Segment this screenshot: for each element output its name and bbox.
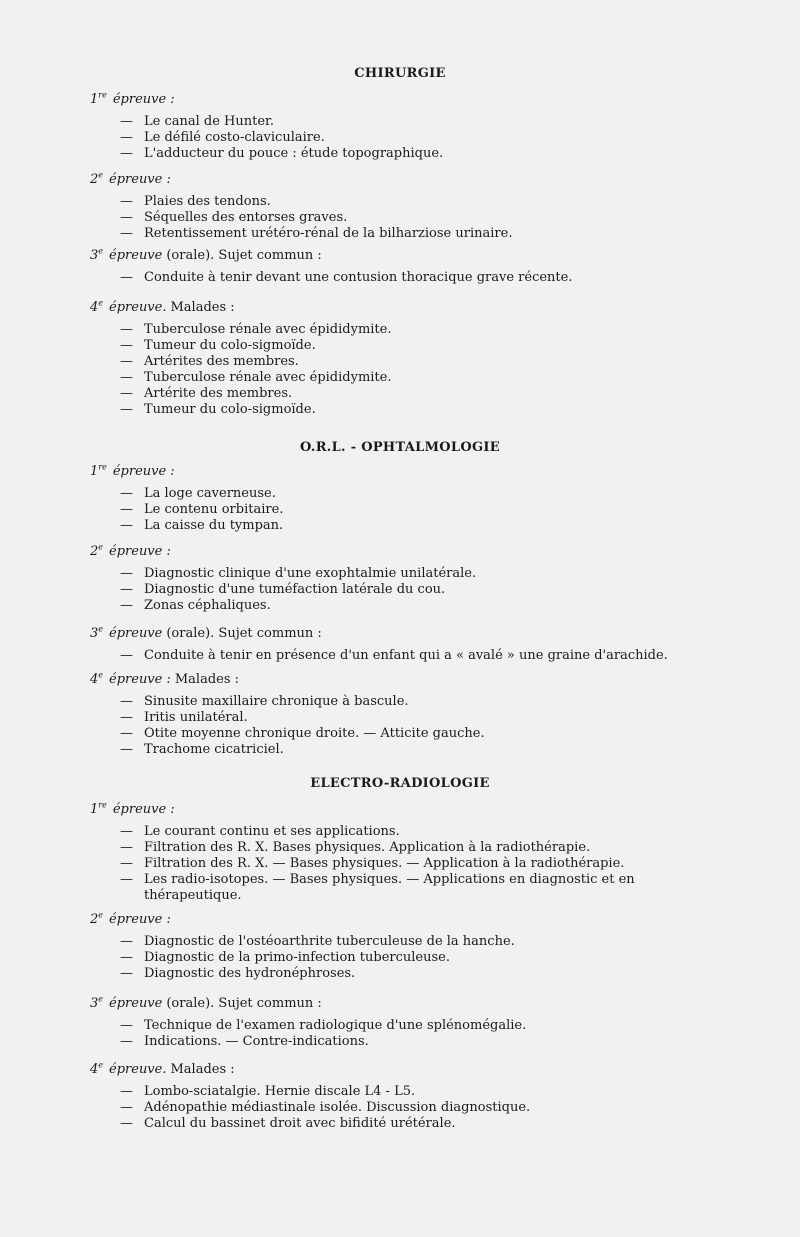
item-dash: —	[120, 694, 133, 709]
item-text: Filtration des R. X. Bases physiques. Application à la radiothérapie.	[144, 840, 591, 855]
item-text: Otite moyenne chronique droite. — Atticite gauche.	[144, 726, 485, 741]
list-item	[120, 226, 730, 242]
list-item	[120, 824, 730, 840]
list-item	[120, 648, 730, 664]
epreuve-number-digit: 4	[90, 1062, 99, 1078]
list-item	[120, 486, 730, 502]
item-dash: —	[120, 742, 133, 757]
epreuve-heading	[90, 1058, 235, 1078]
list-item	[120, 694, 730, 710]
epreuve-extra: Malades :	[170, 1062, 235, 1078]
list-item	[120, 146, 730, 162]
epreuve-number-suffix: e	[98, 671, 104, 680]
item-text: Indications. — Contre-indications.	[144, 1034, 369, 1049]
epreuve-number-digit: 3	[90, 248, 99, 264]
epreuve-number	[90, 464, 107, 479]
epreuve-number-suffix: e	[98, 1061, 104, 1070]
item-text: Calcul du bassinet droit avec bifidité urétérale.	[144, 1116, 456, 1131]
item-dash: —	[120, 322, 133, 337]
item-dash: —	[120, 872, 133, 887]
epreuve-label: épreuve	[109, 626, 163, 642]
item-dash: —	[120, 114, 133, 129]
item-dash: —	[120, 726, 133, 741]
epreuve-heading	[90, 992, 322, 1012]
item-text: Artérite des membres.	[144, 386, 293, 401]
epreuve-extra: (orale). Sujet commun :	[166, 626, 322, 642]
item-text: Retentissement urétéro-rénal de la bilharziose urinaire.	[144, 226, 513, 241]
item-text: Trachome cicatriciel.	[144, 742, 284, 757]
list-item	[120, 194, 730, 210]
epreuve-number-digit: 2	[90, 172, 99, 188]
list-item	[120, 1100, 730, 1116]
item-text: Iritis unilatéral.	[144, 710, 248, 725]
item-text: Diagnostic des hydronéphroses.	[144, 966, 356, 981]
section-title: ELECTRO-RADIOLOGIE	[310, 776, 490, 791]
epreuve-label: épreuve :	[109, 172, 171, 188]
list-item	[120, 872, 730, 888]
list-item	[120, 386, 730, 402]
item-dash: —	[120, 486, 133, 501]
epreuve-label: épreuve :	[109, 544, 171, 560]
epreuve-heading	[90, 798, 175, 818]
epreuve-number-suffix: e	[98, 543, 104, 552]
epreuve-number-digit: 2	[90, 544, 99, 560]
list-item	[120, 726, 730, 742]
list-item	[120, 710, 730, 726]
item-dash: —	[120, 1018, 133, 1033]
epreuve-number	[90, 996, 103, 1011]
item-dash: —	[120, 502, 133, 517]
epreuve-number-suffix: e	[98, 625, 104, 634]
item-text: Filtration des R. X. — Bases physiques. — Application à la radiothérapie.	[144, 856, 625, 871]
item-dash: —	[120, 518, 133, 533]
item-dash: —	[120, 566, 133, 581]
epreuve-extra: (orale). Sujet commun :	[166, 248, 322, 264]
epreuve-number-suffix: re	[98, 91, 107, 100]
item-dash: —	[120, 1116, 133, 1131]
item-text: Diagnostic de l'ostéoarthrite tuberculeuse de la hanche.	[144, 934, 515, 949]
epreuve-label: épreuve :	[109, 672, 171, 688]
list-item	[120, 1034, 730, 1050]
list-item	[120, 518, 730, 534]
item-dash: —	[120, 130, 133, 145]
item-dash: —	[120, 598, 133, 613]
list-item	[120, 402, 730, 418]
epreuve-number	[90, 92, 107, 107]
list-item	[120, 114, 730, 130]
item-dash: —	[120, 840, 133, 855]
epreuve-heading	[90, 622, 322, 642]
item-dash: —	[120, 582, 133, 597]
item-dash: —	[120, 950, 133, 965]
epreuve-number-digit: 3	[90, 996, 99, 1012]
list-item	[120, 322, 730, 338]
item-text: Tuberculose rénale avec épididymite.	[144, 370, 392, 385]
epreuve-heading	[90, 460, 175, 480]
epreuve-heading	[90, 908, 171, 928]
item-text: Le contenu orbitaire.	[144, 502, 284, 517]
item-dash: —	[120, 146, 133, 161]
item-dash: —	[120, 226, 133, 241]
item-text: Le défilé costo-claviculaire.	[144, 130, 325, 145]
item-text: Lombo-sciatalgie. Hernie discale L4 - L5.	[144, 1084, 416, 1099]
epreuve-number-digit: 4	[90, 300, 99, 316]
list-item	[120, 338, 730, 354]
epreuve-label: épreuve :	[112, 92, 175, 108]
item-dash: —	[120, 194, 133, 209]
item-text: L'adducteur du pouce : étude topographique.	[144, 146, 444, 161]
epreuve-number-suffix: e	[98, 171, 104, 180]
list-item	[120, 1116, 730, 1132]
epreuve-number	[90, 544, 103, 559]
item-text: Adénopathie médiastinale isolée. Discussion diagnostique.	[144, 1100, 531, 1115]
item-dash: —	[120, 856, 133, 871]
epreuve-number-suffix: re	[98, 463, 107, 472]
list-item	[120, 742, 730, 758]
item-dash: —	[120, 710, 133, 725]
epreuve-heading	[90, 88, 175, 108]
item-text: Conduite à tenir en présence d'un enfant qui a « avalé » une graine d'arachide.	[144, 648, 668, 663]
list-item	[120, 966, 730, 982]
epreuve-extra: Malades :	[170, 300, 235, 316]
item-dash: —	[120, 1084, 133, 1099]
item-dash: —	[120, 402, 133, 417]
epreuve-number-suffix: e	[98, 299, 104, 308]
list-item	[120, 950, 730, 966]
epreuve-number-digit: 1	[90, 802, 99, 818]
item-dash: —	[120, 386, 133, 401]
epreuve-label: épreuve	[109, 248, 163, 264]
epreuve-number-digit: 3	[90, 626, 99, 642]
item-text: Tumeur du colo-sigmoïde.	[144, 402, 316, 417]
item-text: Le courant continu et ses applications.	[144, 824, 400, 839]
epreuve-number	[90, 802, 107, 817]
epreuve-extra: Malades :	[174, 672, 240, 688]
epreuve-number	[90, 912, 103, 927]
list-item	[120, 1084, 730, 1100]
item-text: Tumeur du colo-sigmoïde.	[144, 338, 316, 353]
list-item	[120, 370, 730, 386]
epreuve-label: épreuve :	[112, 464, 175, 480]
item-dash: —	[120, 1034, 133, 1049]
item-text: Plaies des tendons.	[144, 194, 271, 209]
item-dash: —	[120, 648, 133, 663]
section-title: O.R.L. - OPHTALMOLOGIE	[300, 440, 500, 455]
list-item	[120, 210, 730, 226]
epreuve-number	[90, 626, 103, 641]
item-text: Conduite à tenir devant une contusion thoracique grave récente.	[144, 270, 573, 285]
item-dash: —	[120, 1100, 133, 1115]
item-dash: —	[120, 824, 133, 839]
item-dash: —	[120, 338, 133, 353]
epreuve-number-digit: 4	[90, 672, 99, 688]
item-text: Séquelles des entorses graves.	[144, 210, 348, 225]
list-item	[120, 856, 730, 872]
item-text: Sinusite maxillaire chronique à bascule.	[144, 694, 409, 709]
epreuve-heading	[90, 244, 322, 264]
item-text: Artérites des membres.	[144, 354, 299, 369]
list-item	[120, 270, 730, 286]
epreuve-label: épreuve :	[112, 802, 175, 818]
epreuve-number-digit: 1	[90, 92, 99, 108]
epreuve-heading	[90, 540, 171, 560]
epreuve-number-suffix: e	[98, 247, 104, 256]
list-item	[120, 566, 730, 582]
list-item	[120, 598, 730, 614]
epreuve-heading	[90, 296, 235, 316]
item-text: Technique de l'examen radiologique d'une splénomégalie.	[144, 1018, 527, 1033]
list-item	[120, 934, 730, 950]
list-item	[120, 354, 730, 370]
epreuve-label: épreuve.	[109, 300, 167, 316]
item-text: Les radio-isotopes. — Bases physiques. — Applications en diagnostic et en	[144, 872, 635, 887]
item-text: Tuberculose rénale avec épididymite.	[144, 322, 392, 337]
item-text: La caisse du tympan.	[144, 518, 284, 533]
epreuve-extra: (orale). Sujet commun :	[166, 996, 322, 1012]
item-dash: —	[120, 270, 133, 285]
item-dash: —	[120, 934, 133, 949]
item-dash: —	[120, 210, 133, 225]
epreuve-number-digit: 2	[90, 912, 99, 928]
epreuve-heading	[90, 168, 171, 188]
item-dash: —	[120, 966, 133, 981]
list-item-continuation: thérapeutique.	[144, 888, 242, 903]
epreuve-label: épreuve.	[109, 1062, 167, 1078]
epreuve-number	[90, 672, 103, 687]
item-text: Diagnostic d'une tuméfaction latérale du cou.	[144, 582, 446, 597]
epreuve-number	[90, 300, 103, 315]
epreuve-label: épreuve	[109, 996, 163, 1012]
epreuve-number-suffix: e	[98, 911, 104, 920]
list-item	[120, 130, 730, 146]
epreuve-label: épreuve :	[109, 912, 171, 928]
item-dash: —	[120, 354, 133, 369]
list-item	[120, 840, 730, 856]
list-item	[120, 1018, 730, 1034]
item-text: Diagnostic clinique d'une exophtalmie unilatérale.	[144, 566, 477, 581]
epreuve-number-suffix: e	[98, 995, 104, 1004]
epreuve-number	[90, 172, 103, 187]
list-item	[120, 582, 730, 598]
item-text: Le canal de Hunter.	[144, 114, 274, 129]
epreuve-number-digit: 1	[90, 464, 99, 480]
list-item	[120, 502, 730, 518]
item-text: La loge caverneuse.	[144, 486, 276, 501]
epreuve-heading	[90, 668, 239, 688]
item-dash: —	[120, 370, 133, 385]
epreuve-number	[90, 1062, 103, 1077]
section-title: CHIRURGIE	[354, 66, 446, 81]
item-text: Zonas céphaliques.	[144, 598, 271, 613]
epreuve-number	[90, 248, 103, 263]
epreuve-number-suffix: re	[98, 801, 107, 810]
item-text: Diagnostic de la primo-infection tuberculeuse.	[144, 950, 450, 965]
